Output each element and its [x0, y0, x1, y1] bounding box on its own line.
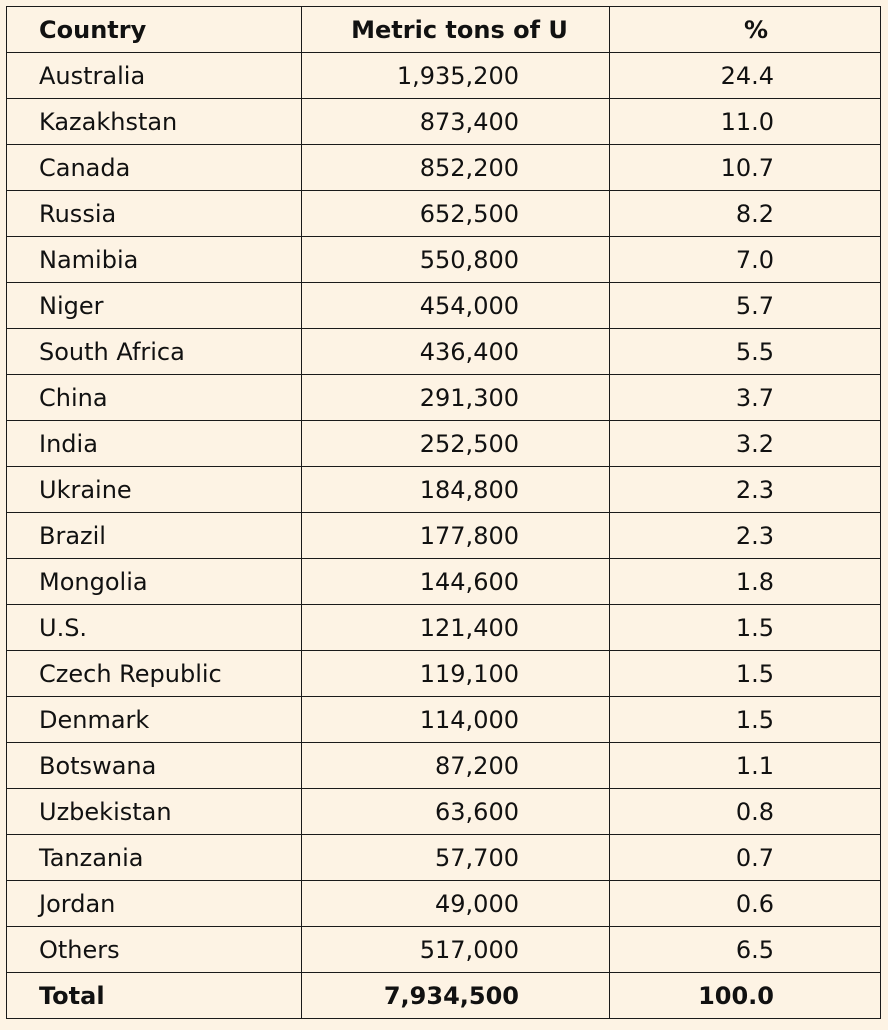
percent-cell: 2.3 [610, 513, 881, 559]
table-row [7, 375, 881, 421]
percent-cell: 3.7 [610, 375, 881, 421]
percent-cell: 5.7 [610, 283, 881, 329]
metric-tons-cell: 184,800 [302, 467, 610, 513]
header-metric-tons: Metric tons of U [302, 7, 610, 53]
country-cell: Kazakhstan [7, 99, 302, 145]
country-cell: Australia [7, 53, 302, 99]
table-row [7, 835, 881, 881]
metric-tons-cell: 873,400 [302, 99, 610, 145]
table-row [7, 651, 881, 697]
country-cell: Niger [7, 283, 302, 329]
metric-tons-cell: 63,600 [302, 789, 610, 835]
percent-cell: 1.8 [610, 559, 881, 605]
table-row [7, 697, 881, 743]
table-row [7, 99, 881, 145]
header-row [7, 7, 881, 53]
total-label: Total [7, 973, 302, 1019]
percent-cell: 11.0 [610, 99, 881, 145]
table-row [7, 743, 881, 789]
table-row [7, 191, 881, 237]
country-cell: Uzbekistan [7, 789, 302, 835]
percent-cell: 0.7 [610, 835, 881, 881]
percent-cell: 8.2 [610, 191, 881, 237]
country-cell: China [7, 375, 302, 421]
metric-tons-cell: 144,600 [302, 559, 610, 605]
country-cell: Russia [7, 191, 302, 237]
total-row [7, 973, 881, 1019]
metric-tons-cell: 252,500 [302, 421, 610, 467]
table-row [7, 559, 881, 605]
table-row [7, 789, 881, 835]
country-cell: Others [7, 927, 302, 973]
percent-cell: 10.7 [610, 145, 881, 191]
country-cell: Canada [7, 145, 302, 191]
table-row [7, 421, 881, 467]
metric-tons-cell: 87,200 [302, 743, 610, 789]
metric-tons-cell: 114,000 [302, 697, 610, 743]
percent-cell: 0.8 [610, 789, 881, 835]
country-cell: Czech Republic [7, 651, 302, 697]
country-cell: U.S. [7, 605, 302, 651]
table-row [7, 467, 881, 513]
metric-tons-cell: 177,800 [302, 513, 610, 559]
metric-tons-cell: 852,200 [302, 145, 610, 191]
country-cell: Denmark [7, 697, 302, 743]
header-country: Country [7, 7, 302, 53]
table-row [7, 605, 881, 651]
percent-cell: 2.3 [610, 467, 881, 513]
total-percent: 100.0 [610, 973, 881, 1019]
country-cell: Brazil [7, 513, 302, 559]
country-cell: Botswana [7, 743, 302, 789]
total-metric-tons: 7,934,500 [302, 973, 610, 1019]
table-row [7, 283, 881, 329]
country-cell: Tanzania [7, 835, 302, 881]
metric-tons-cell: 49,000 [302, 881, 610, 927]
table-row [7, 237, 881, 283]
country-cell: South Africa [7, 329, 302, 375]
header-percent: % [610, 7, 881, 53]
percent-cell: 5.5 [610, 329, 881, 375]
percent-cell: 1.1 [610, 743, 881, 789]
metric-tons-cell: 652,500 [302, 191, 610, 237]
metric-tons-cell: 454,000 [302, 283, 610, 329]
percent-cell: 1.5 [610, 651, 881, 697]
table-row [7, 53, 881, 99]
uranium-resources-table [6, 6, 881, 1019]
percent-cell: 7.0 [610, 237, 881, 283]
metric-tons-cell: 121,400 [302, 605, 610, 651]
metric-tons-cell: 57,700 [302, 835, 610, 881]
country-cell: India [7, 421, 302, 467]
percent-cell: 1.5 [610, 697, 881, 743]
percent-cell: 3.2 [610, 421, 881, 467]
country-cell: Jordan [7, 881, 302, 927]
percent-cell: 6.5 [610, 927, 881, 973]
country-cell: Mongolia [7, 559, 302, 605]
metric-tons-cell: 291,300 [302, 375, 610, 421]
percent-cell: 0.6 [610, 881, 881, 927]
metric-tons-cell: 436,400 [302, 329, 610, 375]
table-row [7, 881, 881, 927]
metric-tons-cell: 517,000 [302, 927, 610, 973]
country-cell: Ukraine [7, 467, 302, 513]
table-row [7, 329, 881, 375]
country-cell: Namibia [7, 237, 302, 283]
table-row [7, 927, 881, 973]
metric-tons-cell: 1,935,200 [302, 53, 610, 99]
table-body [7, 53, 881, 973]
percent-cell: 24.4 [610, 53, 881, 99]
metric-tons-cell: 119,100 [302, 651, 610, 697]
percent-cell: 1.5 [610, 605, 881, 651]
table-row [7, 513, 881, 559]
table-row [7, 145, 881, 191]
metric-tons-cell: 550,800 [302, 237, 610, 283]
